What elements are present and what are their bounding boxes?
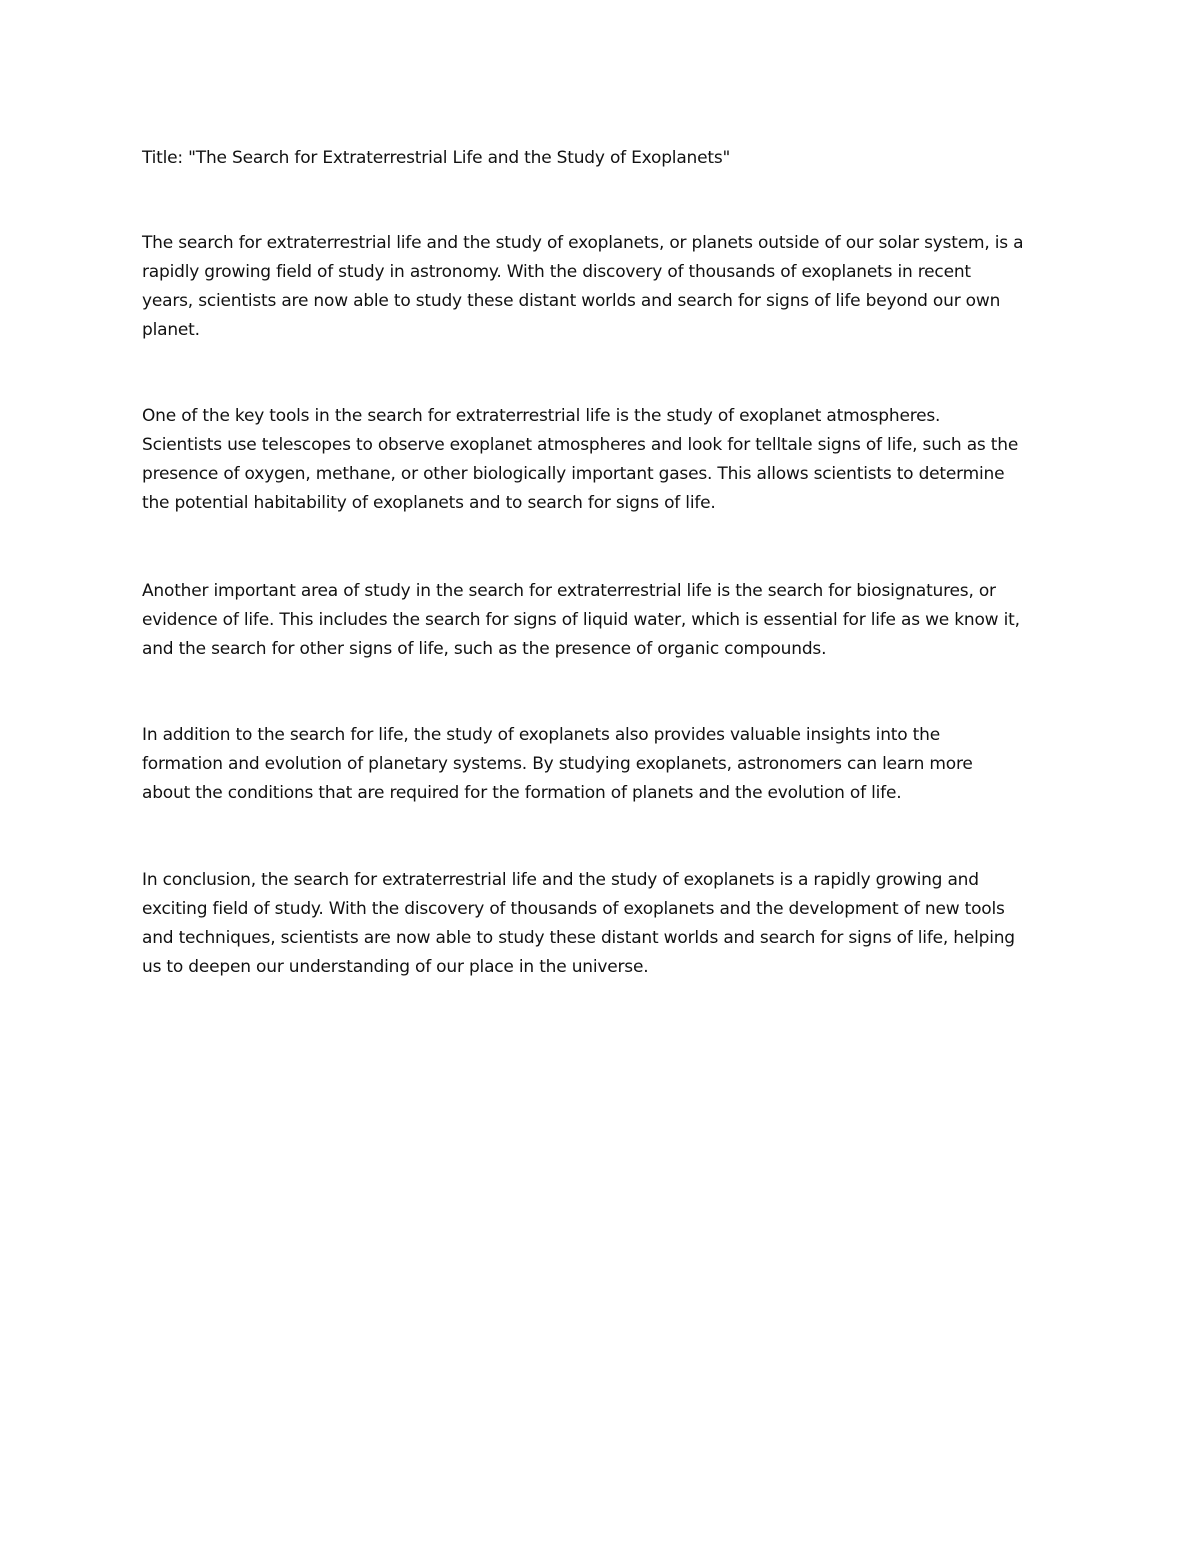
paragraph-atmospheres — [142, 402, 1018, 518]
paragraph-planetary-systems — [142, 721, 973, 808]
paragraph-line: planet. — [142, 320, 200, 340]
paragraph-line: evidence of life. This includes the search for signs of liquid water, which is essential for life as we know it, — [142, 610, 1020, 630]
paragraph-line: The search for extraterrestrial life and the study of exoplanets, or planets outside of our solar system, is a — [142, 233, 1024, 253]
paragraph-line: years, scientists are now able to study these distant worlds and search for signs of life beyond our own — [142, 291, 1001, 311]
paragraph-line: In addition to the search for life, the study of exoplanets also provides valuable insights into the — [142, 725, 940, 745]
paragraph-introduction — [142, 229, 1023, 345]
paragraph-line: One of the key tools in the search for extraterrestrial life is the study of exoplanet atmospheres. — [142, 406, 941, 426]
paragraph-line: presence of oxygen, methane, or other biologically important gases. This allows scientists to determine — [142, 464, 1005, 484]
paragraph-line: about the conditions that are required for the formation of planets and the evolution of life. — [142, 783, 902, 803]
paragraph-line: and the search for other signs of life, such as the presence of organic compounds. — [142, 639, 827, 659]
paragraph-biosignatures — [142, 577, 1020, 664]
paragraph-line: the potential habitability of exoplanets and to search for signs of life. — [142, 493, 716, 513]
document-title: Title: "The Search for Extraterrestrial Life and the Study of Exoplanets" — [142, 148, 731, 168]
paragraph-line: Another important area of study in the search for extraterrestrial life is the search for biosignatures, or — [142, 581, 996, 601]
paragraph-line: Scientists use telescopes to observe exoplanet atmospheres and look for telltale signs of life, such as the — [142, 435, 1019, 455]
paragraph-line: In conclusion, the search for extraterrestrial life and the study of exoplanets is a rapidly growing and — [142, 870, 979, 890]
paragraph-line: us to deepen our understanding of our place in the universe. — [142, 957, 649, 977]
paragraph-line: formation and evolution of planetary systems. By studying exoplanets, astronomers can learn more — [142, 754, 973, 774]
paragraph-line: and techniques, scientists are now able to study these distant worlds and search for signs of life, helping — [142, 928, 1015, 948]
paragraph-conclusion — [142, 866, 1015, 982]
paragraph-line: rapidly growing field of study in astronomy. With the discovery of thousands of exoplanets in recent — [142, 262, 971, 282]
paragraph-line: exciting field of study. With the discovery of thousands of exoplanets and the development of new tools — [142, 899, 1005, 919]
